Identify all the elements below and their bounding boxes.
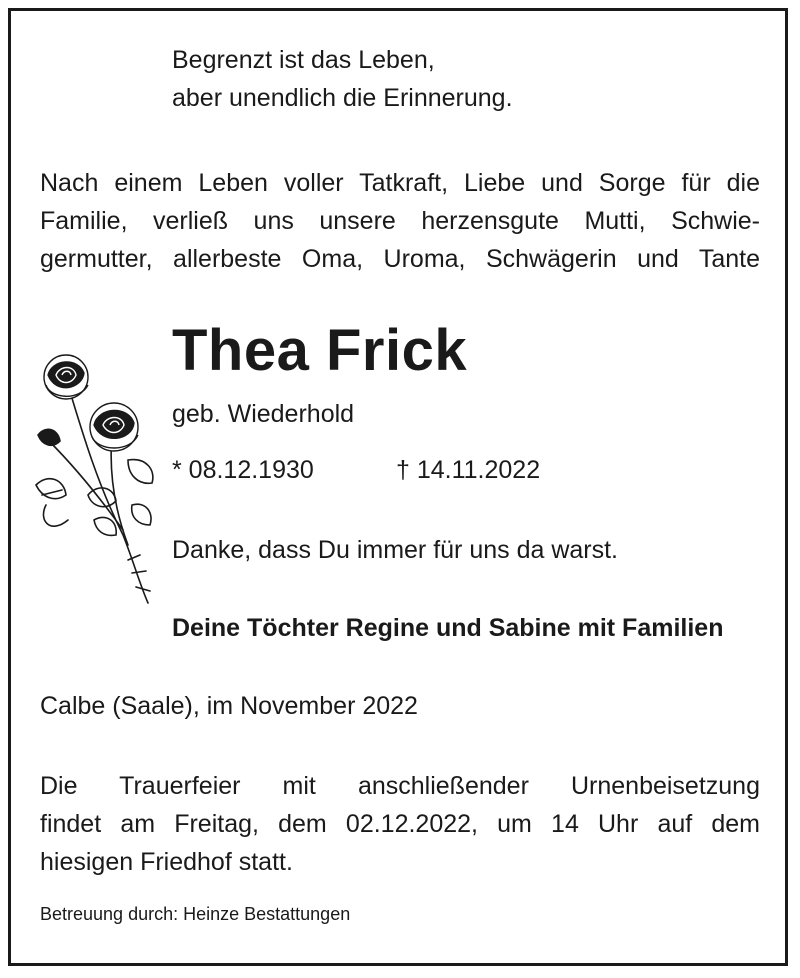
mourners-line: Deine Töchter Regine und Sabine mit Familien: [172, 614, 724, 642]
maiden-name: geb. Wiederhold: [172, 400, 355, 428]
roses-icon: [28, 345, 160, 610]
ceremony-line-1: Die Trauerfeier mit anschließender Urnenbeisetzung: [40, 772, 760, 800]
quote-line-2: aber unendlich die Erinnerung.: [172, 84, 513, 112]
intro-line-2: Familie, verließ uns unsere herzensgute Mutti, Schwie-: [40, 207, 760, 235]
thanks-line: Danke, dass Du immer für uns da warst.: [172, 536, 618, 564]
death-date: † 14.11.2022: [396, 456, 541, 484]
quote-line-1: Begrenzt ist das Leben,: [172, 46, 435, 74]
place-date-line: Calbe (Saale), im November 2022: [40, 692, 418, 720]
undertaker-line: Betreuung durch: Heinze Bestattungen: [40, 904, 351, 924]
ceremony-line-3: hiesigen Friedhof statt.: [40, 848, 293, 876]
intro-line-1: Nach einem Leben voller Tatkraft, Liebe und Sorge für die: [40, 169, 760, 197]
ceremony-line-2: findet am Freitag, dem 02.12.2022, um 14 Uhr auf dem: [40, 810, 760, 838]
birth-date: * 08.12.1930: [172, 456, 314, 484]
intro-line-3: germutter, allerbeste Oma, Uroma, Schwägerin und Tante: [40, 245, 760, 273]
deceased-name: Thea Frick: [172, 318, 468, 383]
